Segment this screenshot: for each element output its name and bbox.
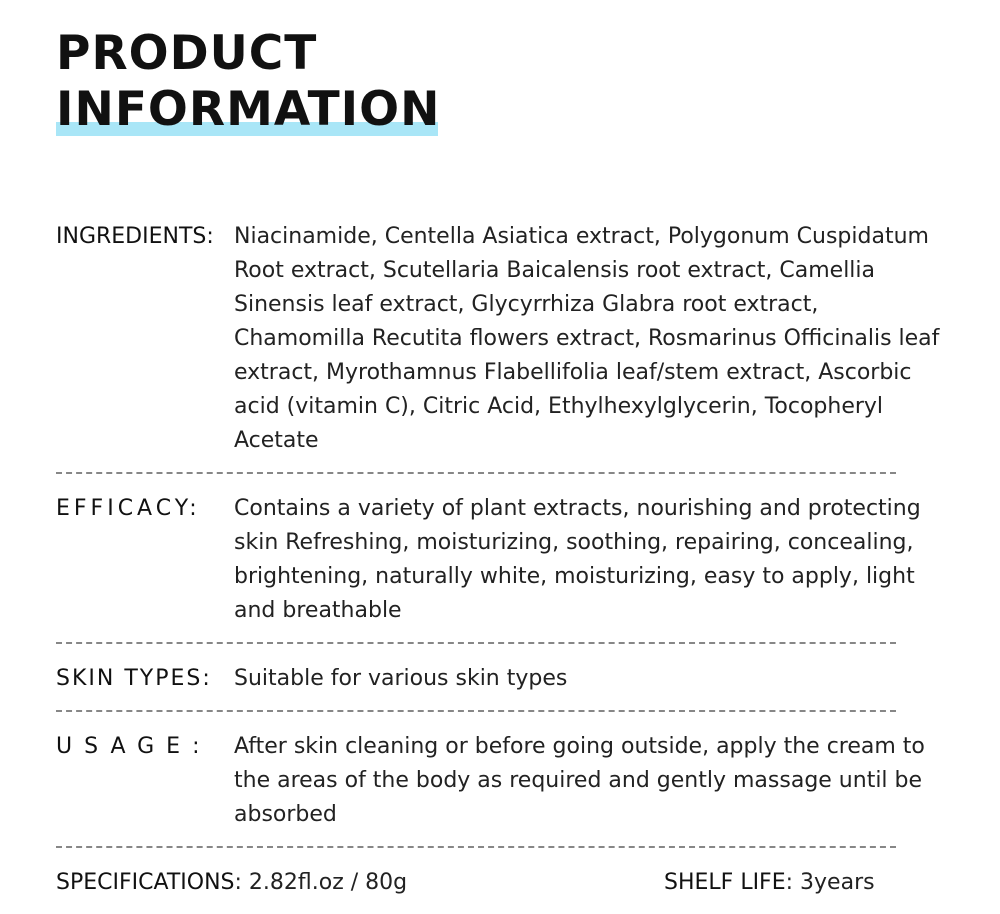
title-line-2: INFORMATION — [56, 82, 441, 137]
divider — [56, 642, 896, 644]
skin-types-text: Suitable for various skin types — [234, 666, 568, 691]
divider — [56, 846, 896, 848]
title-block — [56, 26, 440, 138]
divider — [56, 710, 896, 712]
info-sections — [56, 220, 956, 900]
efficacy-label: EFFICACY: — [56, 496, 201, 521]
specifications: SPECIFICATIONS: 2.82fl.oz / 80g — [56, 870, 408, 895]
ingredients-row — [56, 220, 956, 458]
title-line-1: PRODUCT — [56, 26, 318, 81]
shelf-life-label: SHELF LIFE — [664, 870, 786, 895]
usage-row — [56, 730, 956, 832]
ingredients-text: Niacinamide, Centella Asiatica extract, Polygonum Cuspidatum Root extract, Scutellaria Baicalensis root extract, Camellia Sinensis leaf extract, Glycyrrhiza Glabra root extract, Chamomilla Recutita flowers extract, Rosmarinus Officinalis leaf extract, Myrothamnus Flabellifolia leaf/stem extract, Ascorbic acid (vitamin C), Citric Acid, Ethylhexylglycerin, Tocopheryl Acetate — [234, 224, 940, 453]
skin-types-row — [56, 662, 956, 696]
shelf-life: SHELF LIFE: 3years — [664, 870, 875, 895]
specs-row — [56, 866, 956, 900]
usage-text: After skin cleaning or before going outside, apply the cream to the areas of the body as required and gently massage until be absorbed — [234, 734, 925, 827]
usage-label: USAGE: — [56, 734, 212, 759]
specifications-label: SPECIFICATIONS — [56, 870, 235, 895]
skin-types-label: SKIN TYPES: — [56, 666, 212, 691]
ingredients-label: INGREDIENTS: — [56, 224, 214, 249]
specifications-value: 2.82fl.oz / 80g — [248, 870, 408, 895]
shelf-life-value: 3years — [800, 870, 875, 895]
efficacy-row — [56, 492, 956, 628]
efficacy-text: Contains a variety of plant extracts, nourishing and protecting skin Refreshing, moisturizing, soothing, repairing, concealing, brightening, naturally white, moisturizing, easy to apply, light and breathable — [234, 496, 921, 623]
divider — [56, 472, 896, 474]
